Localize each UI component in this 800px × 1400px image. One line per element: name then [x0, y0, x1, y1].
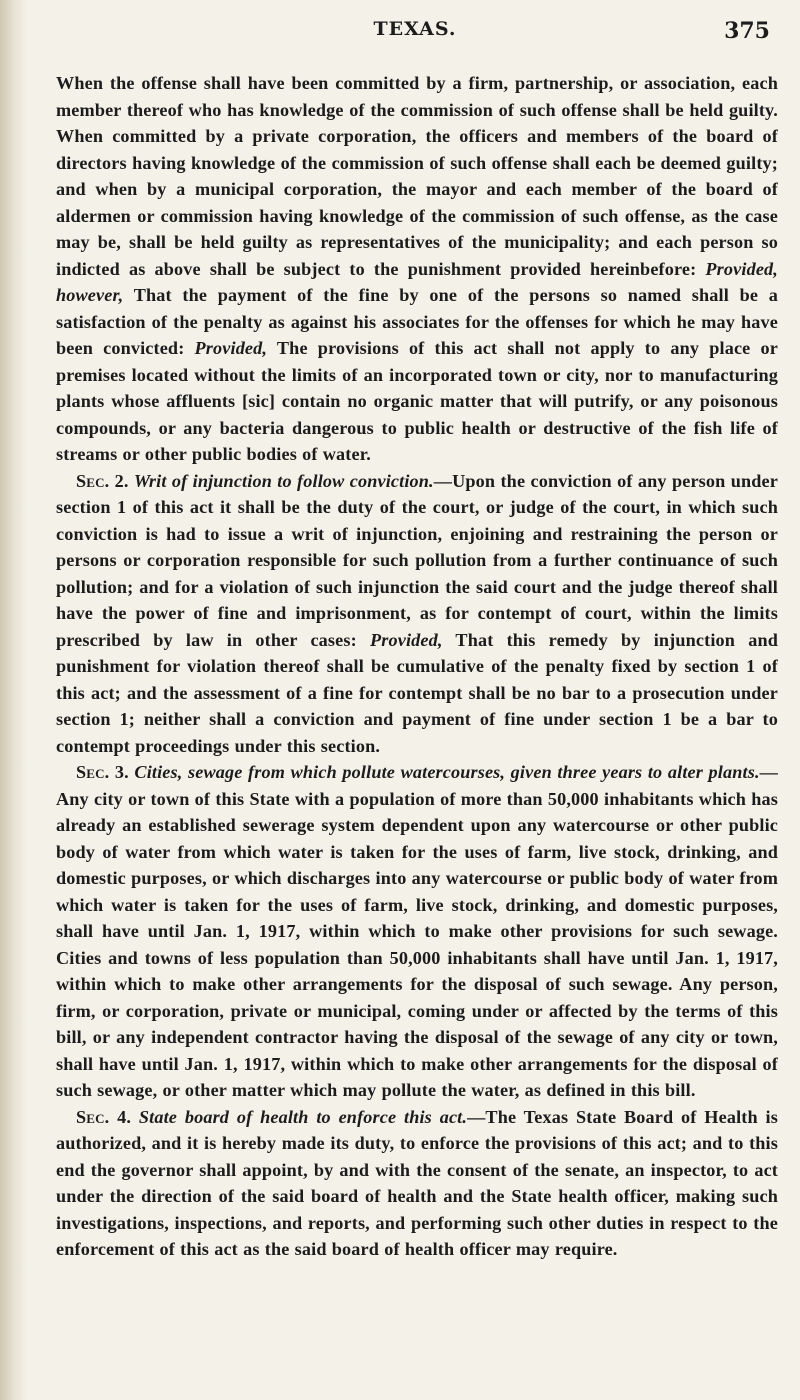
text-run: When the offense shall have been committed by a firm, partnership, or association, each member thereof who has knowledge of the commission of such offense shall be held guilty. When committed by a private corporation, the officers and members of the board of directors having knowledge of the commission of such offense shall each be deemed guilty; and when by a municipal corporation, the mayor and each member of the board of aldermen or commission having knowledge of the commission of such offense, as the case may be, shall be held guilty as representatives of the municipality; and each person so indicted as above shall be subject to the punishment provided hereinbefore:	[56, 73, 778, 279]
body-text	[56, 70, 778, 1263]
text-run: —Any city or town of this State with a population of more than 50,000 inhabitants which has already an established sewerage system dependent upon any watercourse or other public body of water from which water is taken for the uses of farm, live stock, drinking, and domestic purposes, or which discharges into any watercourse or public body of water from which water is taken for the uses of farm, live stock, drinking, and domestic purposes, shall have until Jan. 1, 1917, within which to make other provisions for such sewage. Cities and towns of less population than 50,000 inhabitants shall have until Jan. 1, 1917, within which to make other arrangements for the disposal of such sewage. Any person, firm, or corporation, private or municipal, coming under or affected by the terms of this bill, or any independent contractor having the disposal of the sewage of any city or town, shall have until Jan. 1, 1917, within which to make other arrangements for the disposal of such sewage, or other matter which may pollute the water, as defined in this bill.	[56, 762, 778, 1100]
proviso-label: Provided, however,	[56, 258, 778, 305]
paragraph-offense-liability	[56, 70, 778, 468]
text-run: The provisions of this act shall not apply to any place or premises located without the limits of an incorporated town or city, nor to manufacturing plants whose affluents [sic] contain no organic matter that will putrify, or any poisonous compounds, or any bacteria dangerous to public health or destructive of the fish life of streams or other public bodies of water.	[56, 338, 779, 464]
section-number: Sec. 4.	[76, 1106, 132, 1127]
text-run: That this remedy by injunction and punishment for violation thereof shall be cumulative of the penalty fixed by section 1 of this act; and the assessment of a fine for contempt shall be no bar to a prosecution under section 1; neither shall a conviction and payment of fine under section 1 be a bar to contempt proceedings under this section.	[56, 629, 778, 756]
text-run: —The Texas State Board of Health is authorized, and it is hereby made its duty, to enforce the provisions of this act; and to this end the governor shall appoint, by and with the consent of the senate, an inspector, to act under the direction of the said board of health and the State health officer, making such investigations, inspections, and reports, and performing such other duties in respect to the enforcement of this act as the said board of health officer may require.	[56, 1106, 778, 1259]
text-run: That the payment of the fine by one of the persons so named shall be a satisfaction of the penalty as against his associates for the offenses for which he may have been convicted:	[56, 285, 778, 358]
page-gutter-shadow	[0, 0, 24, 1400]
section-number: Sec. 2.	[76, 470, 129, 491]
text-run: —Upon the conviction of any person under section 1 of this act it shall be the duty of the court, or judge of the court, in which such conviction is had to issue a writ of injunction, enjoining and restraining the person or persons or corporation responsible for such pollution from a further continuance of such pollution; and for a violation of such injunction the said court and the judge thereof shall have the power of fine and imprisonment, as for contempt of court, within the limits prescribed by law in other cases:	[56, 470, 778, 650]
section-number: Sec. 3.	[76, 762, 129, 782]
page-header	[60, 18, 770, 48]
section-title: Writ of injunction to follow conviction.	[133, 470, 434, 491]
section-title: State board of health to enforce this act.	[138, 1106, 468, 1127]
section-3	[56, 759, 778, 1104]
section-2	[56, 468, 778, 760]
page-number: 375	[724, 18, 770, 44]
running-head: TEXAS.	[373, 18, 457, 40]
section-title: Cities, sewage from which pollute watercourses, given three years to alter plants.	[134, 762, 760, 782]
proviso-label: Provided,	[369, 629, 443, 650]
section-4	[56, 1104, 778, 1263]
proviso-label: Provided,	[194, 338, 268, 358]
